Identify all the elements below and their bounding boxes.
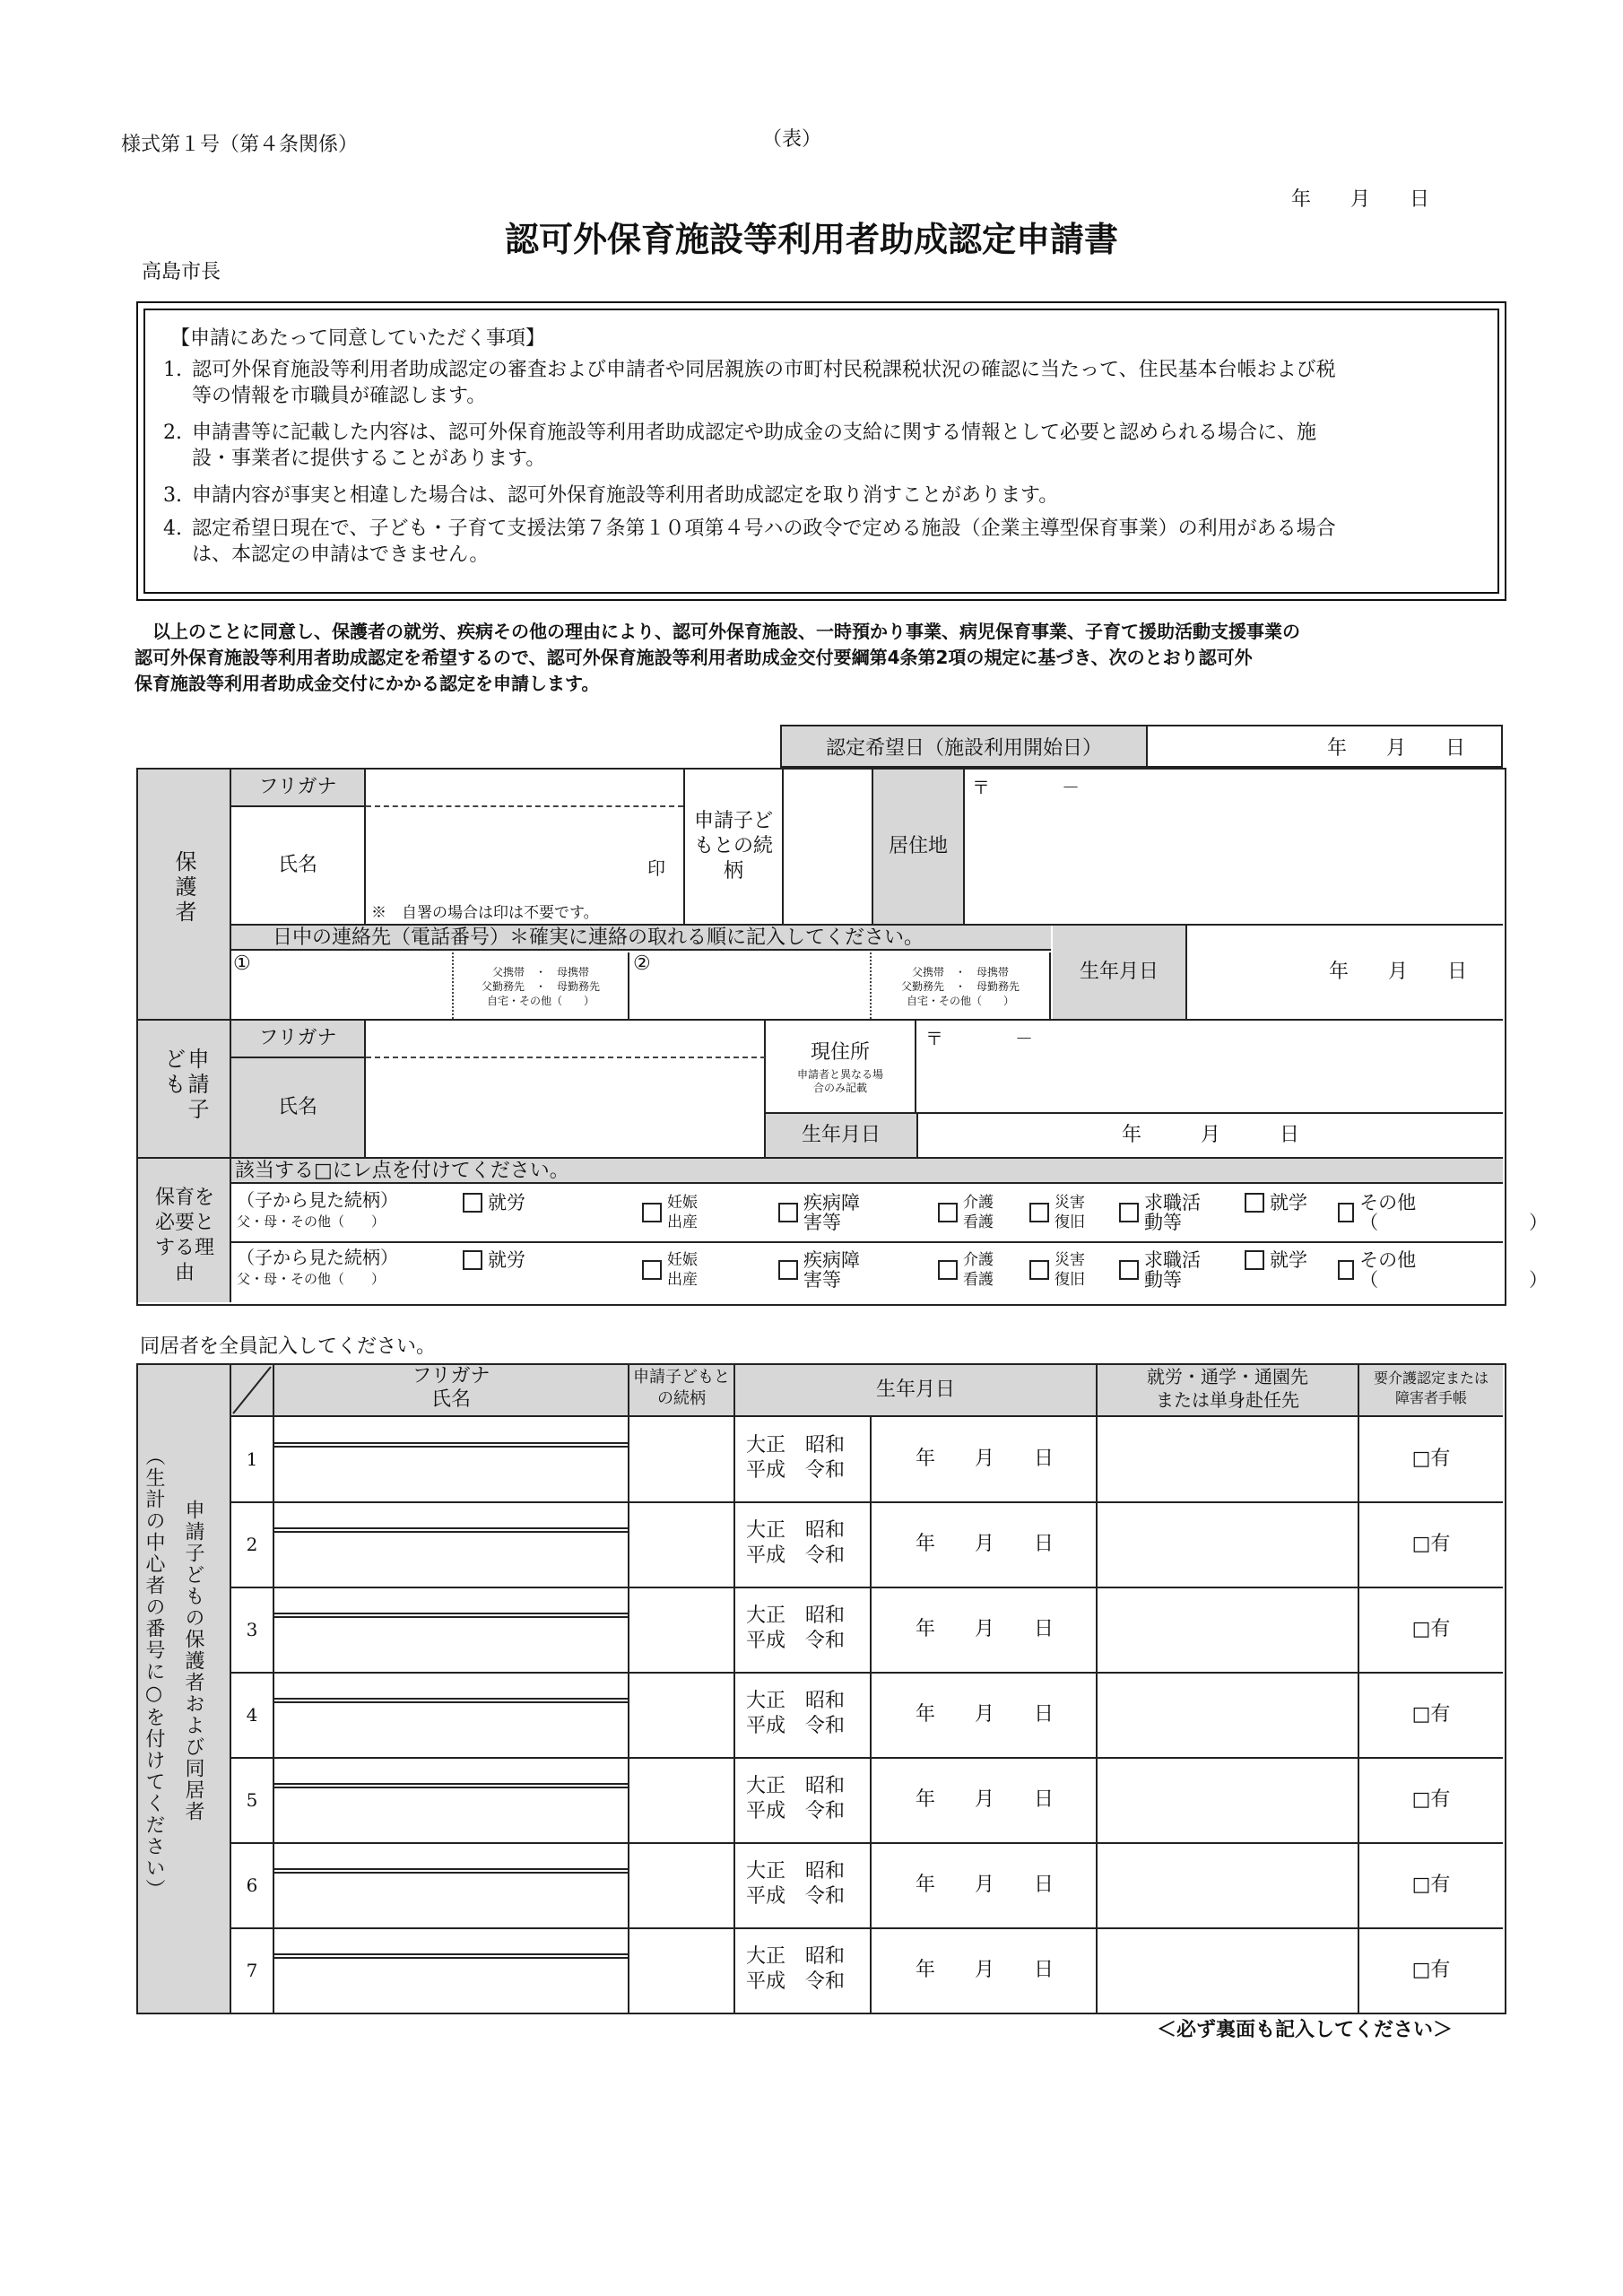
reason-option[interactable]: その他（ ） (1338, 1250, 1551, 1290)
page-title: 認可外保育施設等利用者助成認定申請書 (504, 219, 1118, 259)
member-birth-field[interactable]: 年 月 日 (873, 1587, 1098, 1672)
member-birth-field[interactable]: 年 月 日 (873, 1417, 1098, 1501)
header-cert: 要介護認定または障害者手帳 (1359, 1365, 1503, 1417)
desired-date-field[interactable]: 年 月 日 (1147, 726, 1502, 767)
notice-item: 2. 申請書等に記載した内容は、認可外保育施設等利用者助成認定や助成金の支給に関する情報として必要と認められる場合に、施 設・事業者に提供することがあります。 (163, 422, 1317, 470)
member-cert-checkbox[interactable]: □有 (1411, 1959, 1451, 1981)
reason-option[interactable]: 就学 (1245, 1193, 1307, 1213)
household-row (231, 1417, 1503, 1503)
reason-option[interactable]: 求職活動等 (1119, 1193, 1207, 1232)
reason-relation[interactable]: （子から見た続柄） 父・母・その他（ ） (237, 1247, 398, 1287)
member-relation-field[interactable] (629, 1587, 735, 1672)
checkbox-icon[interactable] (778, 1260, 798, 1280)
notice-item: 1. 認可外保育施設等利用者助成認定の審査および申請者や同居親族の市町村民税課税状況の確認に当たって、住民基本台帳および税 等の情報を市職員が確認します。 (163, 359, 1336, 407)
residence-label: 居住地 (873, 770, 965, 924)
residence-postal: 〒 － (972, 777, 1080, 798)
child-birth-label: 生年月日 (766, 1114, 918, 1157)
guardian-name-field[interactable] (366, 807, 683, 924)
household-table (136, 1363, 1506, 2014)
reason-option[interactable]: 就労 (463, 1193, 525, 1213)
guardian-furigana-label: フリガナ (231, 770, 366, 807)
member-cert-checkbox[interactable]: □有 (1411, 1703, 1451, 1726)
checkbox-icon[interactable] (463, 1250, 482, 1270)
row-number: 5 (231, 1758, 274, 1842)
household-row (231, 1758, 1503, 1844)
checkbox-icon[interactable] (938, 1203, 958, 1222)
page-side: （表） (762, 128, 822, 151)
member-relation-field[interactable] (629, 1928, 735, 2013)
contact-label: 日中の連絡先（電話番号）＊確実に連絡の取れる順に記入してください。 (231, 926, 1051, 951)
era-selector[interactable]: 大正 昭和 平成 令和 (735, 1758, 872, 1842)
checkbox-icon[interactable] (1119, 1203, 1139, 1222)
guardian-name-label: 氏名 (231, 807, 366, 924)
member-relation-field[interactable] (629, 1417, 735, 1501)
applicant-block (136, 768, 1549, 1306)
checkbox-icon[interactable] (1119, 1260, 1139, 1280)
child-name-field[interactable] (366, 1058, 766, 1157)
member-cert-checkbox[interactable]: □有 (1411, 1448, 1451, 1470)
era-selector[interactable]: 大正 昭和 平成 令和 (735, 1502, 872, 1587)
member-work-field[interactable] (1098, 1502, 1359, 1587)
child-birth-field[interactable]: 年 月 日 (1121, 1124, 1299, 1146)
member-birth-field[interactable]: 年 月 日 (873, 1502, 1098, 1587)
row-number: 6 (231, 1843, 274, 1927)
member-work-field[interactable] (1098, 1417, 1359, 1501)
residence-field[interactable] (965, 770, 1503, 924)
checkbox-icon[interactable] (1029, 1260, 1049, 1280)
footer-note: ＜必ず裏面も記入してください＞ (1157, 2019, 1454, 2041)
header-name: フリガナ 氏名 (274, 1365, 629, 1417)
household-side-label: （生計の中心者の番号に○を付けてください） 申請子どもの保護者および同居者 (138, 1365, 231, 2013)
row-number: 2 (231, 1502, 274, 1587)
reason-option[interactable]: その他（ ） (1338, 1193, 1551, 1232)
row-number: 3 (231, 1587, 274, 1672)
guardian-section-label: 保護者 (138, 770, 231, 1022)
checkbox-icon[interactable] (1245, 1193, 1264, 1213)
member-name-field[interactable] (274, 1417, 629, 1501)
consent-notice-box (136, 301, 1506, 601)
member-work-field[interactable] (1098, 1758, 1359, 1842)
checkbox-icon[interactable] (1029, 1203, 1049, 1222)
seal-note: ※ 自署の場合は印は不要です。 (371, 904, 599, 922)
notice-heading: 【申請にあたって同意していただく事項】 (170, 327, 546, 350)
reason-option[interactable]: 災害復旧 (1029, 1193, 1096, 1232)
reason-option[interactable]: 介護看護 (938, 1250, 1004, 1290)
member-name-field[interactable] (274, 1928, 629, 2013)
member-name-field[interactable] (274, 1502, 629, 1587)
member-cert-checkbox[interactable]: □有 (1411, 1788, 1451, 1811)
notice-item: 3. 申請内容が事実と相違した場合は、認可外保育施設等利用者助成認定を取り消すことがあります。 (163, 484, 1059, 507)
reason-option[interactable]: 妊娠出産 (642, 1193, 708, 1232)
era-selector[interactable]: 大正 昭和 平成 令和 (735, 1928, 872, 2013)
child-furigana-label: フリガナ (231, 1021, 366, 1058)
child-section-label: 申請子ども (138, 1021, 231, 1159)
household-row (231, 1587, 1503, 1674)
guardian-relation-label: 申請子どもとの続柄 (683, 770, 784, 924)
reason-option[interactable]: 就労 (463, 1250, 525, 1270)
consent-line: 保育施設等利用者助成金交付にかかる認定を申請します。 (135, 673, 600, 694)
reason-option[interactable]: 就学 (1245, 1250, 1307, 1270)
member-birth-field[interactable]: 年 月 日 (873, 1843, 1098, 1927)
row-number: 1 (231, 1417, 274, 1501)
contact-1-type[interactable]: 父携帯 ・ 母携帯 父勤務先 ・ 母勤務先 自宅・その他（ ） (454, 952, 629, 1019)
member-work-field[interactable] (1098, 1928, 1359, 2013)
reason-option[interactable]: 疾病障害等 (778, 1193, 866, 1232)
form-number: 様式第１号（第４条関係） (121, 134, 359, 156)
guardian-relation-field[interactable] (782, 770, 873, 924)
household-instruction: 同居者を全員記入してください。 (140, 1335, 437, 1358)
era-selector[interactable]: 大正 昭和 平成 令和 (735, 1587, 872, 1672)
household-rows (231, 1417, 1503, 2013)
reason-rows (231, 1186, 1549, 1302)
notice-item: 4. 認定希望日現在で、子ども・子育て支援法第７条第１０項第４号ハの政令で定める施設（企業主導型保育事業）の利用がある場合 は、本認定の申請はできません。 (163, 517, 1336, 566)
desired-date-table (780, 725, 1503, 768)
consent-statement (135, 619, 1515, 697)
reason-option[interactable]: 疾病障害等 (778, 1250, 866, 1290)
contact-1-field[interactable]: ① (231, 952, 454, 1019)
guardian-birth-field[interactable]: 年 月 日 (1328, 961, 1467, 983)
household-row (231, 1673, 1503, 1759)
member-birth-field[interactable]: 年 月 日 (873, 1673, 1098, 1757)
reason-option[interactable]: 求職活動等 (1119, 1250, 1207, 1290)
reason-option[interactable]: 妊娠出産 (642, 1250, 708, 1290)
row-number: 7 (231, 1928, 274, 2013)
member-relation-field[interactable] (629, 1843, 735, 1927)
guardian-birth-label: 生年月日 (1053, 926, 1187, 1019)
member-birth-field[interactable]: 年 月 日 (873, 1758, 1098, 1842)
era-selector[interactable]: 大正 昭和 平成 令和 (735, 1417, 872, 1501)
member-work-field[interactable] (1098, 1587, 1359, 1672)
reason-row (231, 1243, 1549, 1299)
child-address-field[interactable]: 〒 － (925, 1028, 1033, 1049)
header-date: 年 月 日 (1291, 188, 1430, 211)
member-cert-checkbox[interactable]: □有 (1411, 1874, 1451, 1896)
member-relation-field[interactable] (629, 1673, 735, 1757)
guardian-furigana-field[interactable] (366, 770, 683, 807)
member-cert-checkbox[interactable]: □有 (1411, 1618, 1451, 1640)
checkbox-icon[interactable] (642, 1203, 662, 1222)
header-work: 就労・通学・通園先 または単身赴任先 (1098, 1365, 1359, 1417)
member-cert-checkbox[interactable]: □有 (1411, 1533, 1451, 1555)
consent-line: 認可外保育施設等利用者助成認定を希望するので、認可外保育施設等利用者助成金交付要綱第4条第2項の規定に基づき、次のとおり認可外 (135, 647, 1253, 668)
reason-option[interactable]: 介護看護 (938, 1193, 1004, 1232)
seal-mark: 印 (647, 857, 665, 879)
member-name-field[interactable] (274, 1587, 629, 1672)
member-relation-field[interactable] (629, 1758, 735, 1842)
contact-2-field[interactable]: ② (631, 952, 872, 1019)
checkbox-icon[interactable] (938, 1260, 958, 1280)
reason-row (231, 1186, 1549, 1243)
checkbox-icon[interactable] (778, 1203, 798, 1222)
header-diagonal (231, 1365, 274, 1417)
addressee: 高島市長 (142, 261, 221, 283)
household-row (231, 1502, 1503, 1588)
era-selector[interactable]: 大正 昭和 平成 令和 (735, 1843, 872, 1927)
consent-line: 以上のことに同意し、保護者の就労、疾病その他の理由により、認可外保育施設、一時預かり事業、病児保育事業、子育て援助活動支援事業の (135, 621, 1300, 642)
notice-items (163, 357, 1488, 578)
member-name-field[interactable] (274, 1758, 629, 1842)
desired-date-label: 認定希望日（施設利用開始日） (781, 726, 1147, 767)
member-name-field[interactable] (274, 1843, 629, 1927)
child-furigana-field[interactable] (366, 1021, 766, 1058)
reason-relation[interactable]: （子から見た続柄） 父・母・その他（ ） (237, 1189, 398, 1230)
member-work-field[interactable] (1098, 1843, 1359, 1927)
member-name-field[interactable] (274, 1673, 629, 1757)
row-number: 4 (231, 1673, 274, 1757)
header-birth: 生年月日 (735, 1365, 1098, 1417)
checkbox-icon[interactable] (1338, 1203, 1354, 1222)
reason-instruction: 該当する□にレ点を付けてください。 (231, 1159, 1503, 1184)
member-work-field[interactable] (1098, 1673, 1359, 1757)
household-row (231, 1843, 1503, 1929)
member-relation-field[interactable] (629, 1502, 735, 1587)
checkbox-icon[interactable] (1338, 1260, 1354, 1280)
reason-option[interactable]: 災害復旧 (1029, 1250, 1096, 1290)
era-selector[interactable]: 大正 昭和 平成 令和 (735, 1673, 872, 1757)
reason-section-label: 保育を必要とする理由 (138, 1159, 231, 1302)
checkbox-icon[interactable] (463, 1193, 482, 1213)
contact-2-type[interactable]: 父携帯 ・ 母携帯 父勤務先 ・ 母勤務先 自宅・その他（ ） (872, 952, 1051, 1019)
header-relation: 申請子どもとの続柄 (629, 1365, 735, 1417)
child-name-label: 氏名 (231, 1058, 366, 1157)
checkbox-icon[interactable] (1245, 1250, 1264, 1270)
household-row (231, 1928, 1503, 2013)
checkbox-icon[interactable] (642, 1260, 662, 1280)
member-birth-field[interactable]: 年 月 日 (873, 1928, 1098, 2013)
child-address-label: 現住所 申請者と異なる場合のみ記載 (766, 1021, 916, 1112)
